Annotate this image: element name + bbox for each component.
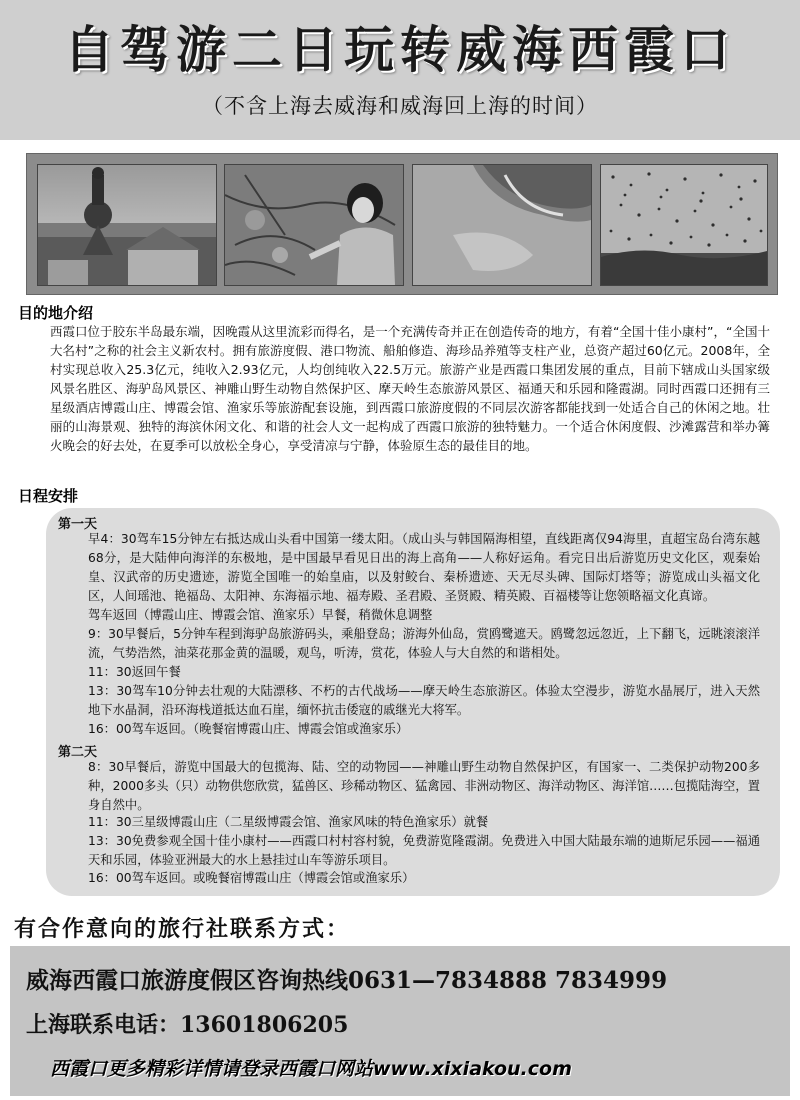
day1-item-island: 9：30早餐后，5分钟车程到海驴岛旅游码头，乘船登岛；游海外仙岛，赏鸥鹭遮天。鸥鹭忽远忽近，上下翻飞，远眺滚滚洋流，气势浩然，油菜花那金黄的温暖，观鸟，听涛，赏花，体验人与大自然的和谐相处。	[88, 627, 760, 660]
day1-item-sunrise: 早4：30驾车15分钟左右抵达成山头看中国第一缕太阳。（成山头与韩国隔海相望，直线距离仅94海里，直超宝岛台湾东越68分，是大陆伸向海洋的东极地，是中国最早看见日出的海上高角——人称好运角。看完日出后游览历史文化区，观秦始皇、汉武帝的历史遗迹，游览全国唯一的始皇庙，以及射鲛台、秦桥遗迹、天无尽头碑、国际灯塔等；游览成山头福文化区，人间瑶池、艳福岛、太阳神、东海福示地、福寿殿、圣君殿、圣贤殿、精英殿、百福楼等让您领略福文化真谛。	[88, 532, 760, 603]
day2-item-village: 13：30免费参观全国十佳小康村——西霞口村村容村貌，免费游览隆霞湖。免费进入中国大陆最东端的迪斯尼乐园——福通天和乐园，体验亚洲最大的水上悬挂过山车等游乐项目。	[88, 834, 760, 867]
day2-item-zoo: 8：30早餐后，游览中国最大的包揽海、陆、空的动物园——神雕山野生动物自然保护区，有国家一、二类保护动物200多种，2000多头（只）动物供您欣赏，猛兽区、珍稀动物区、猛禽园、非洲动物区、海洋动物区、海洋馆……包揽陆海空，置身自然中。	[88, 760, 760, 812]
day1-item-return: 16：00驾车返回。（晚餐宿博霞山庄、博霞会馆或渔家乐）	[88, 722, 409, 736]
intro-paragraph: 西霞口位于胶东半岛最东端，因晚霞从这里流彩而得名，是一个充满传奇并正在创造传奇的地方，有着“全国十佳小康村”，“全国十大名村”之称的社会主义新农村。拥有旅游度假、港口物流、船舶修造、海珍品养殖等支柱产业，总资产超过60亿元。2008年，全村实现总收入25.3亿元，纯收入2.93亿元，人均创纯收入22.5万元。旅游产业是西霞口集团发展的重点，目前下辖成山头国家级风景名胜区、海驴岛风景区、神雕山野生动物自然保护区、摩天岭生态旅游风景区、福通天和乐园和隆霞湖。同时西霞口还拥有三星级酒店博霞山庄、博霞会馆、渔家乐等旅游配套设施，到西霞口旅游度假的不同层次游客都能找到一处适合自己的休闲之地。壮丽的山海景观、独特的海滨休闲文化、和谐的社会人文一起构成了西霞口旅游的独特魅力。一个适合休闲度假、沙滩露营和举办篝火晚会的好去处，在夏季可以放松全身心，享受清凉与宁静，体验原生态的最佳目的地。	[50, 324, 770, 453]
website-line: 西霞口更多精彩详情请登录西霞口网站www.xixiakou.com	[50, 1058, 572, 1080]
day1-item-lunch: 11：30返回午餐	[88, 665, 181, 679]
photo-aerial-coast	[412, 164, 592, 286]
photo-woman-garden	[224, 164, 404, 286]
contact-box	[10, 946, 790, 1096]
shanghai-phone: 上海联系电话：13601806205	[26, 1012, 349, 1038]
schedule-heading: 日程安排	[18, 487, 79, 505]
page-subtitle: （不含上海去威海和威海回上海的时间）	[202, 94, 598, 118]
day2-item-return: 16：00驾车返回。或晚餐宿博霞山庄（博霞会馆或渔家乐）	[88, 871, 415, 885]
photo-strip	[26, 153, 778, 295]
hotline-text: 威海西霞口旅游度假区咨询热线0631—7834888 7834999	[26, 967, 668, 994]
photo-bird-flock	[600, 164, 768, 286]
day1-item-breakfast: 驾车返回（博霞山庄、博霞会馆、渔家乐）早餐，稍微休息调整	[88, 608, 433, 622]
day2-label: 第二天	[58, 745, 98, 760]
day1-label: 第一天	[58, 517, 98, 532]
contact-heading: 有合作意向的旅行社联系方式：	[14, 917, 351, 942]
header-banner	[0, 0, 800, 140]
day2-item-lunch: 11：30三星级博霞山庄（二星级博霞会馆、渔家风味的特色渔家乐）就餐	[88, 815, 489, 829]
page-title: 自驾游二日玩转威海西霞口	[64, 20, 736, 79]
intro-heading: 目的地介绍	[18, 304, 94, 322]
photo-lighthouse-statue	[37, 164, 217, 286]
day1-item-motianling: 13：30驾车10分钟去壮观的大陆漂移、不朽的古代战场——摩天岭生态旅游区。体验太空漫步，游览水晶展厅，进入天然地下水晶洞，沿环海栈道抵达血石崖，缅怀抗击倭寇的戚继光大将军。	[88, 684, 760, 717]
